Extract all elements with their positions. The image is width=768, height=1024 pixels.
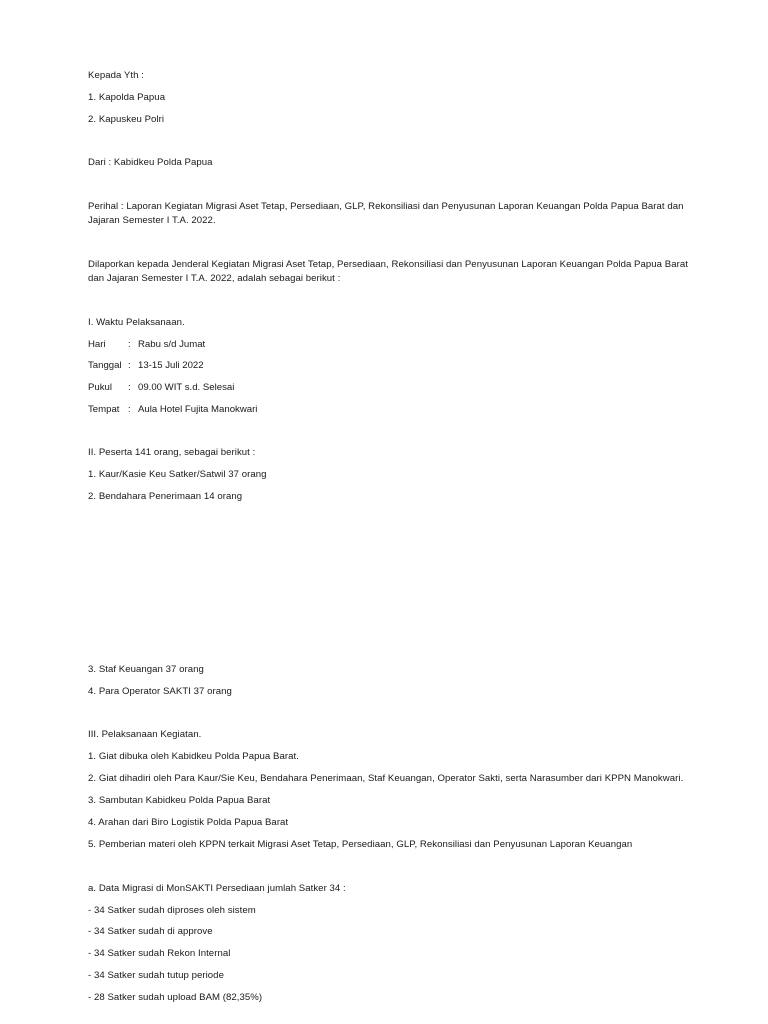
migration-item: - 28 Satker sudah upload BAM (82,35%) — [88, 992, 263, 1003]
participant-item: 4. Para Operator SAKTI 37 orang — [88, 686, 232, 697]
sender-line: Dari : Kabidkeu Polda Papua — [88, 157, 213, 168]
sub-heading: a. Data Migrasi di MonSAKTI Persediaan jumlah Satker 34 : — [88, 883, 346, 894]
activity-item: 2. Giat dihadiri oleh Para Kaur/Sie Keu, Bendahara Penerimaan, Staf Keuangan, Operator Sakti, serta Narasumber dari KPPN Manokwari. — [88, 773, 684, 784]
schedule-key: Tanggal — [88, 360, 122, 371]
section-heading: III. Pelaksanaan Kegiatan. — [88, 729, 202, 740]
schedule-row — [88, 359, 204, 373]
participant-item: 1. Kaur/Kasie Keu Satker/Satwil 37 orang — [88, 469, 267, 480]
participant-item: 3. Staf Keuangan 37 orang — [88, 664, 204, 675]
migration-item: - 34 Satker sudah Rekon Internal — [88, 948, 231, 959]
schedule-separator: : — [128, 360, 131, 371]
schedule-value: Rabu s/d Jumat — [138, 339, 206, 350]
section-heading: I. Waktu Pelaksanaan. — [88, 317, 185, 328]
schedule-separator: : — [128, 382, 131, 393]
recipient-item: 1. Kapolda Papua — [88, 92, 166, 103]
schedule-key: Hari — [88, 339, 106, 350]
schedule-row — [88, 338, 205, 352]
migration-item: - 34 Satker sudah tutup periode — [88, 970, 224, 981]
activity-item: 1. Giat dibuka oleh Kabidkeu Polda Papua Barat. — [88, 751, 299, 762]
schedule-row — [88, 381, 234, 395]
subject-paragraph: Perihal : Laporan Kegiatan Migrasi Aset Tetap, Persediaan, GLP, Rekonsiliasi dan Penyusunan Laporan Keuangan Polda Papua Barat dan Jajaran Semester I T.A. 2022. — [88, 201, 684, 226]
intro-paragraph: Dilaporkan kepada Jenderal Kegiatan Migrasi Aset Tetap, Persediaan, Rekonsiliasi dan Penyusunan Laporan Keuangan Polda Papua Barat dan Jajaran Semester I T.A. 2022, adalah sebagai berikut : — [88, 259, 688, 284]
schedule-value: 13-15 Juli 2022 — [138, 360, 204, 371]
schedule-value: 09.00 WIT s.d. Selesai — [138, 382, 235, 393]
activity-item: 3. Sambutan Kabidkeu Polda Papua Barat — [88, 795, 271, 806]
schedule-key: Pukul — [88, 382, 112, 393]
migration-item: - 34 Satker sudah diproses oleh sistem — [88, 905, 256, 916]
participant-item: 2. Bendahara Penerimaan 14 orang — [88, 491, 243, 502]
schedule-value: Aula Hotel Fujita Manokwari — [138, 404, 258, 415]
activity-item: 4. Arahan dari Biro Logistik Polda Papua Barat — [88, 817, 289, 828]
migration-item: - 34 Satker sudah di approve — [88, 926, 213, 937]
schedule-separator: : — [128, 404, 131, 415]
schedule-separator: : — [128, 339, 131, 350]
schedule-key: Tempat — [88, 404, 120, 415]
activity-item: 5. Pemberian materi oleh KPPN terkait Migrasi Aset Tetap, Persediaan, GLP, Rekonsiliasi dan Penyusunan Laporan Keuangan — [88, 839, 633, 850]
recipient-item: 2. Kapuskeu Polri — [88, 114, 165, 125]
salutation: Kepada Yth : — [88, 70, 144, 81]
schedule-row — [88, 403, 257, 417]
section-heading: II. Peserta 141 orang, sebagai berikut : — [88, 447, 256, 458]
